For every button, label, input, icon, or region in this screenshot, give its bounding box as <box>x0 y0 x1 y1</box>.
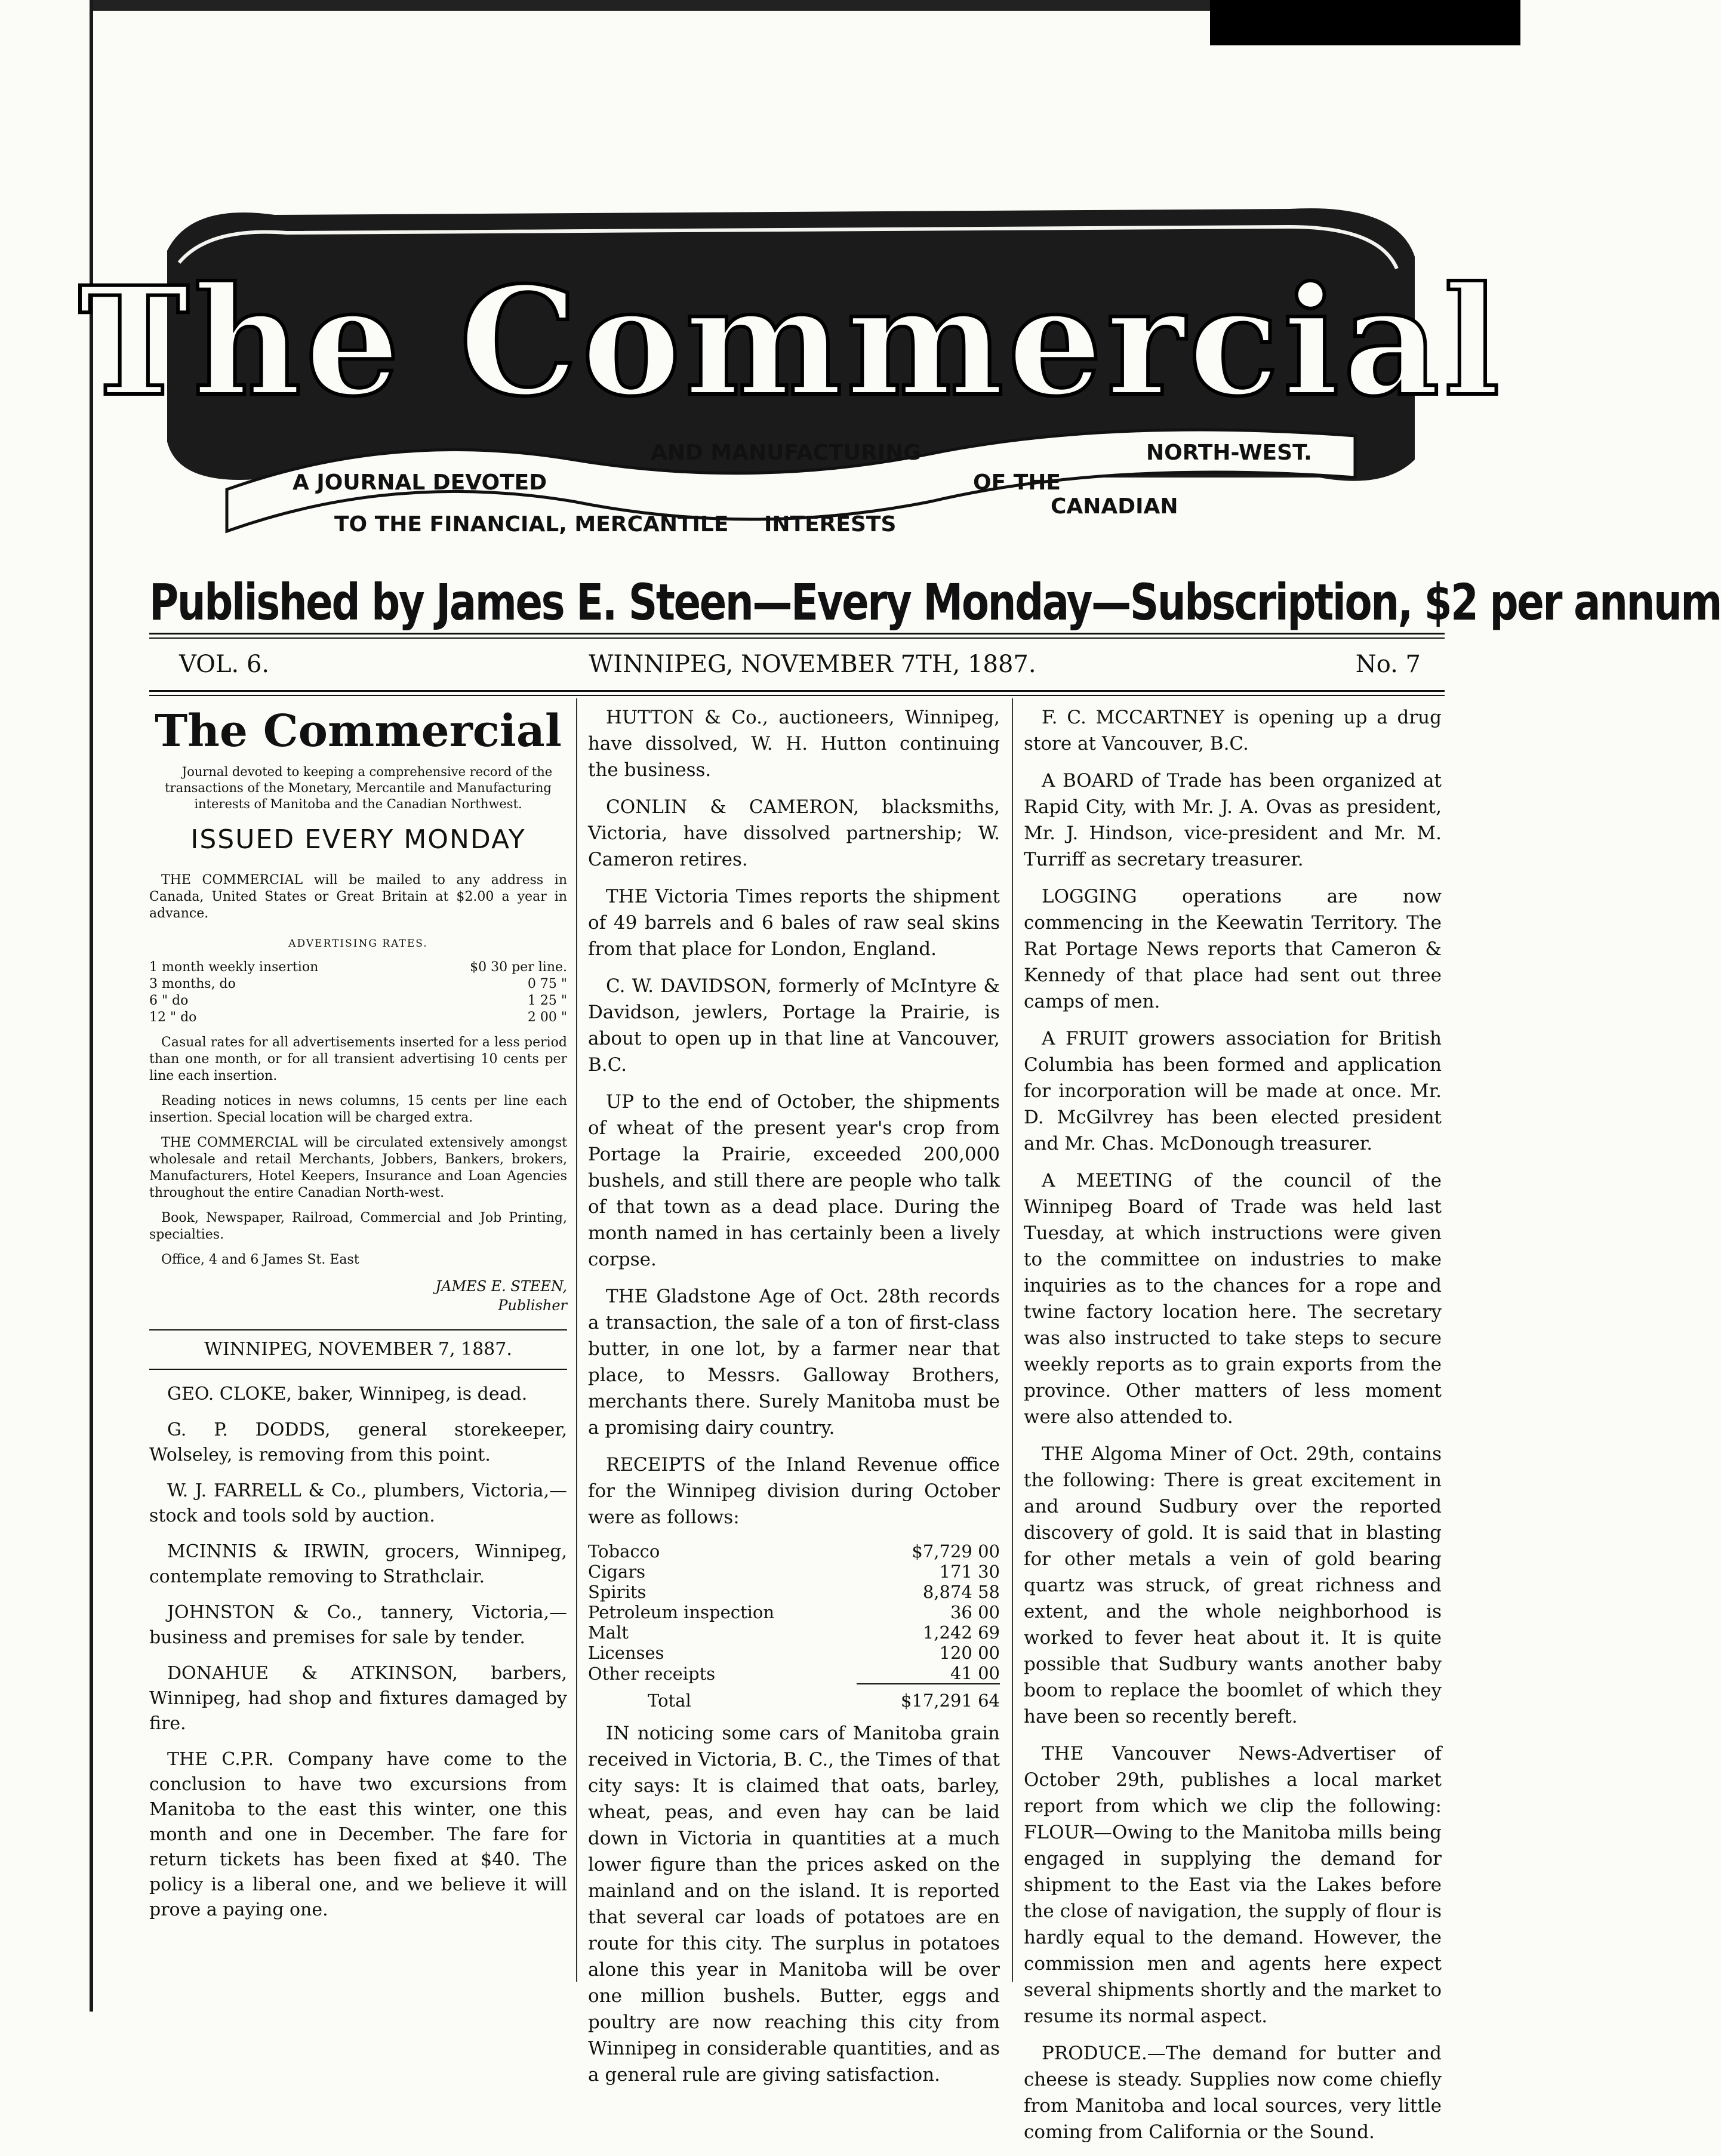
news-item: W. J. FARRELL & Co., plumbers, Victoria,—stock and tools sold by auction. <box>149 1480 567 1526</box>
table-row <box>588 1602 1000 1622</box>
article-paragraph: RECEIPTS of the Inland Revenue office for the Winnipeg division during October were as follows: <box>588 1454 1000 1528</box>
receipt-amount: $7,729 00 <box>912 1541 1000 1561</box>
table-row <box>588 1561 1000 1582</box>
receipt-amount: 8,874 58 <box>922 1582 1000 1602</box>
issued-notice: ISSUED EVERY MONDAY <box>190 824 526 855</box>
receipt-amount: 120 00 <box>939 1643 1000 1663</box>
ad-rates-heading: ADVERTISING RATES. <box>288 938 428 950</box>
receipt-amount: 1,242 69 <box>922 1622 1000 1643</box>
receipt-item: Petroleum inspection <box>588 1602 775 1622</box>
ad-rates-table <box>149 959 567 1026</box>
column-brand: The Commercial <box>155 706 562 757</box>
masthead-title: The Commercial <box>78 254 1504 429</box>
column-rule <box>1012 698 1013 1982</box>
printing-note: Book, Newspaper, Railroad, Commercial and Job Printing, specialties. <box>149 1211 567 1242</box>
article-paragraph: C. W. DAVIDSON, formerly of McIntyre & Davidson, jewlers, Portage la Prairie, is about to open up in that line at Vancouver, B.C. <box>588 975 1000 1076</box>
news-item: DONAHUE & ATKINSON, barbers, Winnipeg, had shop and fixtures damaged by fire. <box>149 1663 567 1734</box>
ribbon-word: OF THE <box>973 470 1061 495</box>
receipt-item: Malt <box>588 1622 629 1643</box>
rate-term: 6 " do <box>149 993 189 1008</box>
article-paragraph: LOGGING operations are now commencing in the Keewatin Territory. The Rat Portage News reports that Cameron & Kennedy of that place had sent out three camps of men. <box>1024 886 1442 1012</box>
news-items <box>149 1382 567 1923</box>
article-paragraph: IN noticing some cars of Manitoba grain received in Victoria, B. C., the Times of that city says: It is claimed that oats, barley, wheat, peas, and even hay can be laid down in Victoria in quantities at a much lower figure than the prices asked on the mainland and on the island. It is reported that several car loads of potatoes are en route for this city. The surplus in potatoes alone this year in Manitoba will be over one million bushels. Butter, eggs and poultry are now reaching this city from Winnipeg in considerable quantities, and as a general rule are giving satisfaction. <box>588 1723 1000 2086</box>
ribbon-word: CANADIAN <box>1051 494 1178 519</box>
issue-number: No. 7 <box>1355 651 1421 678</box>
article-paragraph: THE Algoma Miner of Oct. 29th, contains the following: There is great excitement in and around Sudbury over the reported discovery of gold. It is said that in blasting for other metals a vein of gold bearing quartz was struck, of great richness and extent, and the whole neighborhood is worked to fever heat about it. It is quite possible that Sudbury wants another baby boom to replace the boomlet of which they have been so recently bereft. <box>1024 1443 1442 1727</box>
scan-edge-corner <box>1210 0 1520 45</box>
header-rule-bottom-2 <box>149 695 1445 696</box>
news-item: MCINNIS & IRWIN, grocers, Winnipeg, contemplate removing to Strathclair. <box>149 1541 567 1587</box>
article-paragraph: PRODUCE.—The demand for butter and cheese is steady. Supplies now come chiefly from Manitoba and local sources, very little coming from California or the Sound. <box>1024 2043 1442 2143</box>
mail-note: THE COMMERCIAL will be mailed to any address in Canada, United States or Great Britain at $2.00 a year in advance. <box>149 873 567 921</box>
news-item: GEO. CLOKE, baker, Winnipeg, is dead. <box>167 1384 528 1405</box>
ribbon-word: INTERESTS <box>764 512 897 537</box>
ribbon-word: TO THE FINANCIAL, MERCANTILE <box>334 512 729 537</box>
masthead <box>78 179 1504 561</box>
rate-price: 1 25 " <box>527 993 567 1008</box>
article-paragraph: THE Vancouver News-Advertiser of October 29th, publishes a local market report from which we clip the following: FLOUR—Owing to the Manitoba mills being engaged in supplying the demand for shipment to the East via the Lakes before the close of navigation, the supply of flour is hardly equal to the demand. However, the commission men and agents here expect several shipments shortly and the market to resume its normal aspect. <box>1024 1743 1442 2027</box>
rate-price: 2 00 " <box>527 1010 567 1025</box>
column-rule <box>576 698 577 1982</box>
article-paragraph: F. C. MCCARTNEY is opening up a drug store at Vancouver, B.C. <box>1024 707 1442 754</box>
article-paragraph: THE Gladstone Age of Oct. 28th records a transaction, the sale of a ton of first-class butter, in one lot, by a farmer near that place, to Messrs. Galloway Brothers, merchants there. Surely Manitoba must be a promising dairy country. <box>588 1286 1000 1439</box>
reading-notices-note: Reading notices in news columns, 15 cents per line each insertion. Special location will be charged extra. <box>149 1094 567 1125</box>
article-paragraph: A MEETING of the council of the Winnipeg Board of Trade was held last Tuesday, at which instructions were given to the committee on industries to make inquiries as to the chances for a rope and twine factory location here. The secretary was also instructed to take steps to secure weekly reports as to grain exports from the province. Other matters of less moment were also attended to. <box>1024 1170 1442 1428</box>
receipt-amount: 41 00 <box>950 1663 1000 1683</box>
publisher-line: Published by James E. Steen—Every Monday—Subscription, $2 per annum <box>149 573 1721 632</box>
rate-price: 0 75 " <box>527 977 567 991</box>
header-rule-top <box>149 633 1445 635</box>
receipts-total-label: Total <box>648 1690 691 1711</box>
news-item: G. P. DODDS, general storekeeper, Wolseley, is removing from this point. <box>149 1419 567 1465</box>
casual-rates-note: Casual rates for all advertisements inserted for a less period than one month, or for all transient advertising 10 cents per line each insertion. <box>149 1035 567 1083</box>
table-row <box>588 1622 1000 1643</box>
ribbon-word: A JOURNAL DEVOTED <box>293 470 547 495</box>
receipt-amount: 171 30 <box>939 1561 1000 1582</box>
column-right <box>1024 704 1442 2156</box>
header-rule-top-2 <box>149 637 1445 639</box>
table-row <box>588 1582 1000 1602</box>
table-row <box>149 959 567 976</box>
column-left <box>149 704 567 1933</box>
tagline: Journal devoted to keeping a comprehensive record of the transactions of the Monetary, Mercantile and Manufacturing interests of Manitoba and the Canadian Northwest. <box>165 765 553 811</box>
article-paragraph: UP to the end of October, the shipments of wheat of the present year's crop from Portage la Prairie, exceeded 200,000 bushels, and still there are people who talk of that town as a dead place. During the month named in has certainly been a lively corpse. <box>588 1091 1000 1270</box>
receipt-amount: 36 00 <box>950 1602 1000 1622</box>
rate-term: 1 month weekly insertion <box>149 960 319 975</box>
table-row <box>588 1643 1000 1663</box>
dateline: WINNIPEG, NOVEMBER 7, 1887. <box>149 1329 567 1370</box>
receipt-item: Tobacco <box>588 1541 660 1561</box>
rate-term: 3 months, do <box>149 977 236 991</box>
receipt-item: Other receipts <box>588 1663 716 1684</box>
article-paragraph: A BOARD of Trade has been organized at Rapid City, with Mr. J. A. Ovas as president, Mr. J. Hindson, vice-president and Mr. M. Turriff as secretary treasurer. <box>1024 770 1442 870</box>
news-item: THE C.P.R. Company have come to the conclusion to have two excursions from Manitoba to the east this winter, one this month and one in December. The fare for return tickets has been fixed at $40. The policy is a liberal one, and we believe it will prove a paying one. <box>149 1749 567 1920</box>
receipt-item: Spirits <box>588 1582 646 1602</box>
table-row <box>149 993 567 1009</box>
article-paragraph: THE Victoria Times reports the shipment of 49 barrels and 6 bales of raw seal skins from that place for London, England. <box>588 886 1000 960</box>
table-row <box>149 976 567 993</box>
table-row <box>149 1009 567 1026</box>
table-row-total <box>588 1684 1000 1711</box>
signature-name: JAMES E. STEEN, <box>435 1278 567 1295</box>
receipts-total: $17,291 64 <box>857 1684 1000 1711</box>
ribbon-word: AND MANUFACTURING <box>651 441 921 465</box>
office-note: Office, 4 and 6 James St. East <box>161 1252 359 1267</box>
news-item: JOHNSTON & Co., tannery, Victoria,—business and premises for sale by tender. <box>149 1602 567 1648</box>
scan-edge-top <box>0 0 1520 47</box>
signature-title: Publisher <box>498 1297 567 1314</box>
table-row <box>588 1541 1000 1561</box>
volume-number: VOL. 6. <box>179 651 270 678</box>
article-paragraph: HUTTON & Co., auctioneers, Winnipeg, have dissolved, W. H. Hutton continuing the business. <box>588 707 1000 781</box>
rate-term: 12 " do <box>149 1010 197 1025</box>
circulation-note: THE COMMERCIAL will be circulated extensively amongst wholesale and retail Merchants, Jobbers, Bankers, brokers, Manufacturers, Hotel Keepers, Insurance and Loan Agencies throughout the entire Canadian North-west. <box>149 1135 567 1200</box>
masthead-artwork <box>78 179 1504 561</box>
header-rule-bottom <box>149 690 1445 692</box>
issue-line <box>179 643 1421 685</box>
receipts-table <box>588 1541 1000 1711</box>
table-row <box>588 1663 1000 1684</box>
article-paragraph: A FRUIT growers association for British Columbia has been formed and application for incorporation will be made at once. Mr. D. McGilvrey has been elected president and Mr. Chas. McDonough treasurer. <box>1024 1028 1442 1154</box>
receipt-item: Licenses <box>588 1643 664 1663</box>
article-paragraph: CONLIN & CAMERON, blacksmiths, Victoria, have dissolved partnership; W. Cameron retires. <box>588 796 1000 870</box>
issue-date: WINNIPEG, NOVEMBER 7TH, 1887. <box>589 651 1036 678</box>
rate-price: $0 30 per line. <box>470 960 567 975</box>
ribbon-word: NORTH-WEST. <box>1146 441 1312 465</box>
column-middle <box>588 704 1000 2099</box>
receipt-item: Cigars <box>588 1561 646 1582</box>
